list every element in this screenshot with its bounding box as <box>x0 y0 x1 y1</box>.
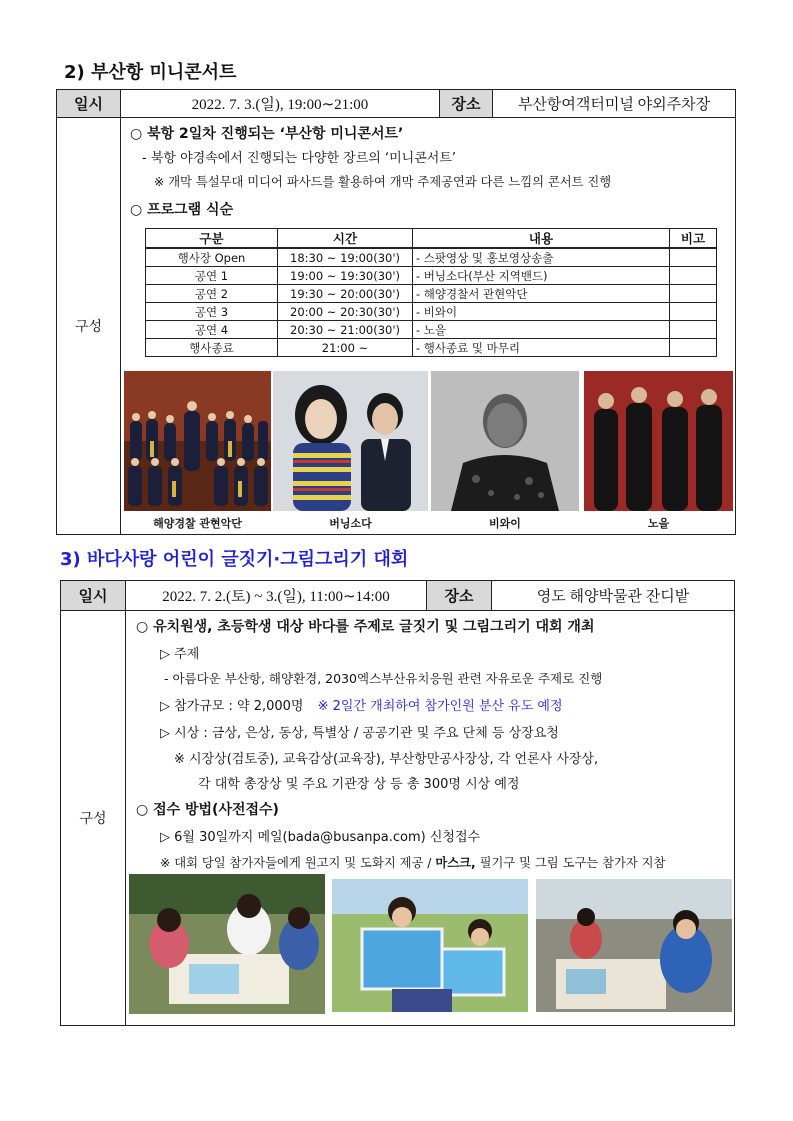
awards-line: ▷ 시상 : 금상, 은상, 동상, 특별상 / 공공기관 및 주요 단체 등 상장요청 <box>160 726 559 741</box>
program-row <box>146 321 717 339</box>
program-cell: 공연 2 <box>146 285 278 303</box>
program-cell: 19:00 ~ 19:30(30') <box>278 267 413 285</box>
program-cell: 20:00 ~ 20:30(30') <box>278 303 413 321</box>
program-header-type: 구분 <box>146 229 278 249</box>
date-label: 일시 <box>61 581 126 611</box>
awards-note-2: 각 대학 총장상 및 주요 기관장 상 등 총 300명 시상 예정 <box>198 777 520 792</box>
section2-heading: 2) 부산항 미니콘서트 <box>64 62 237 83</box>
date-label: 일시 <box>57 90 121 118</box>
theme-desc: - 아름다운 부산항, 해양환경, 2030엑스부산유치응원 관련 자유로운 주제로 진행 <box>164 671 603 686</box>
photo-caption-orchestra: 해양경찰 관현악단 <box>153 517 242 530</box>
participants-line <box>160 695 563 714</box>
program-cell: 공연 4 <box>146 321 278 339</box>
program-cell: - 비와이 <box>413 303 670 321</box>
program-cell <box>670 321 717 339</box>
program-cell: 공연 3 <box>146 303 278 321</box>
registration-note-mask: 마스크, <box>435 856 476 870</box>
program-row <box>146 285 717 303</box>
composition-label: 구성 <box>61 611 126 1026</box>
program-cell: - 노을 <box>413 321 670 339</box>
band-photo <box>273 371 428 511</box>
photo-caption-band: 버닝소다 <box>329 517 372 530</box>
program-row <box>146 267 717 285</box>
registration-heading: ○ 접수 방법(사전접수) <box>136 802 279 818</box>
concert-desc: - 북항 야경속에서 진행되는 다양한 장르의 ‘미니콘서트’ <box>142 151 457 166</box>
section3-info-table <box>60 580 735 611</box>
photo-caption-noel: 노을 <box>647 517 670 530</box>
program-cell: 행사장 Open <box>146 248 278 267</box>
section3-heading: 3) 바다사랑 어린이 글짓기·그림그리기 대회 <box>60 549 409 570</box>
registration-note-text: ※ 대회 당일 참가자들에게 원고지 및 도화지 제공 / <box>160 856 432 870</box>
place-label: 장소 <box>440 90 493 118</box>
program-cell <box>670 303 717 321</box>
program-header-note: 비고 <box>670 229 717 249</box>
contest-bullet: ○ 유치원생, 초등학생 대상 바다를 주제로 글짓기 및 그림그리기 대회 개최 <box>136 619 595 635</box>
theme-label: ▷ 주제 <box>160 647 200 662</box>
section2-info-table <box>56 89 736 118</box>
program-table <box>145 228 717 357</box>
program-cell: 18:30 ~ 19:00(30') <box>278 248 413 267</box>
registration-note-tools: 필기구 및 그림 도구는 참가자 지참 <box>479 856 666 870</box>
program-cell: 19:30 ~ 20:00(30') <box>278 285 413 303</box>
date-value: 2022. 7. 3.(일), 19:00∼21:00 <box>121 90 440 118</box>
program-header-time: 시간 <box>278 229 413 249</box>
composition-label: 구성 <box>57 118 121 535</box>
awards-note-1: ※ 시장상(검토중), 교육감상(교육장), 부산항만공사장상, 각 언론사 사장상, <box>174 752 599 767</box>
program-cell: 20:30 ~ 21:00(30') <box>278 321 413 339</box>
program-row <box>146 248 717 267</box>
program-cell <box>670 267 717 285</box>
program-cell: - 버닝소다(부산 지역밴드) <box>413 267 670 285</box>
registration-method: ▷ 6월 30일까지 메일(bada@busanpa.com) 신청접수 <box>160 830 481 845</box>
place-value: 부산항여객터미널 야외주차장 <box>493 90 736 118</box>
program-row <box>146 303 717 321</box>
contest-photo-1 <box>129 874 325 1014</box>
program-cell: - 행사종료 및 마무리 <box>413 339 670 357</box>
program-cell <box>670 285 717 303</box>
program-row <box>146 339 717 357</box>
program-cell: 행사종료 <box>146 339 278 357</box>
participants-text: ▷ 참가규모 : 약 2,000명 <box>160 699 304 714</box>
program-cell <box>670 248 717 267</box>
program-cell: - 해양경찰서 관현악단 <box>413 285 670 303</box>
noel-photo <box>584 371 733 511</box>
concert-note: ※ 개막 특설무대 미디어 파사드를 활용하여 개막 주제공연과 다른 느낌의 콘서트 진행 <box>154 175 612 189</box>
program-cell: - 스팟영상 및 홍보영상송출 <box>413 248 670 267</box>
place-label: 장소 <box>427 581 492 611</box>
program-heading: ○ 프로그램 식순 <box>130 202 234 218</box>
beewhy-photo <box>431 371 579 511</box>
date-value: 2022. 7. 2.(토) ~ 3.(일), 11:00∼14:00 <box>126 581 427 611</box>
program-cell: 21:00 ~ <box>278 339 413 357</box>
place-value: 영도 해양박물관 잔디밭 <box>492 581 735 611</box>
program-cell <box>670 339 717 357</box>
concert-bullet: ○ 북항 2일차 진행되는 ‘부산항 미니콘서트’ <box>130 126 404 142</box>
registration-note <box>160 853 665 871</box>
program-header-content: 내용 <box>413 229 670 249</box>
orchestra-photo <box>124 371 271 511</box>
contest-photo-2 <box>332 879 528 1012</box>
photo-caption-beewhy: 비와이 <box>489 517 521 530</box>
contest-photo-3 <box>536 879 732 1012</box>
program-cell: 공연 1 <box>146 267 278 285</box>
participants-note: ※ 2일간 개최하여 참가인원 분산 유도 예정 <box>317 699 563 714</box>
